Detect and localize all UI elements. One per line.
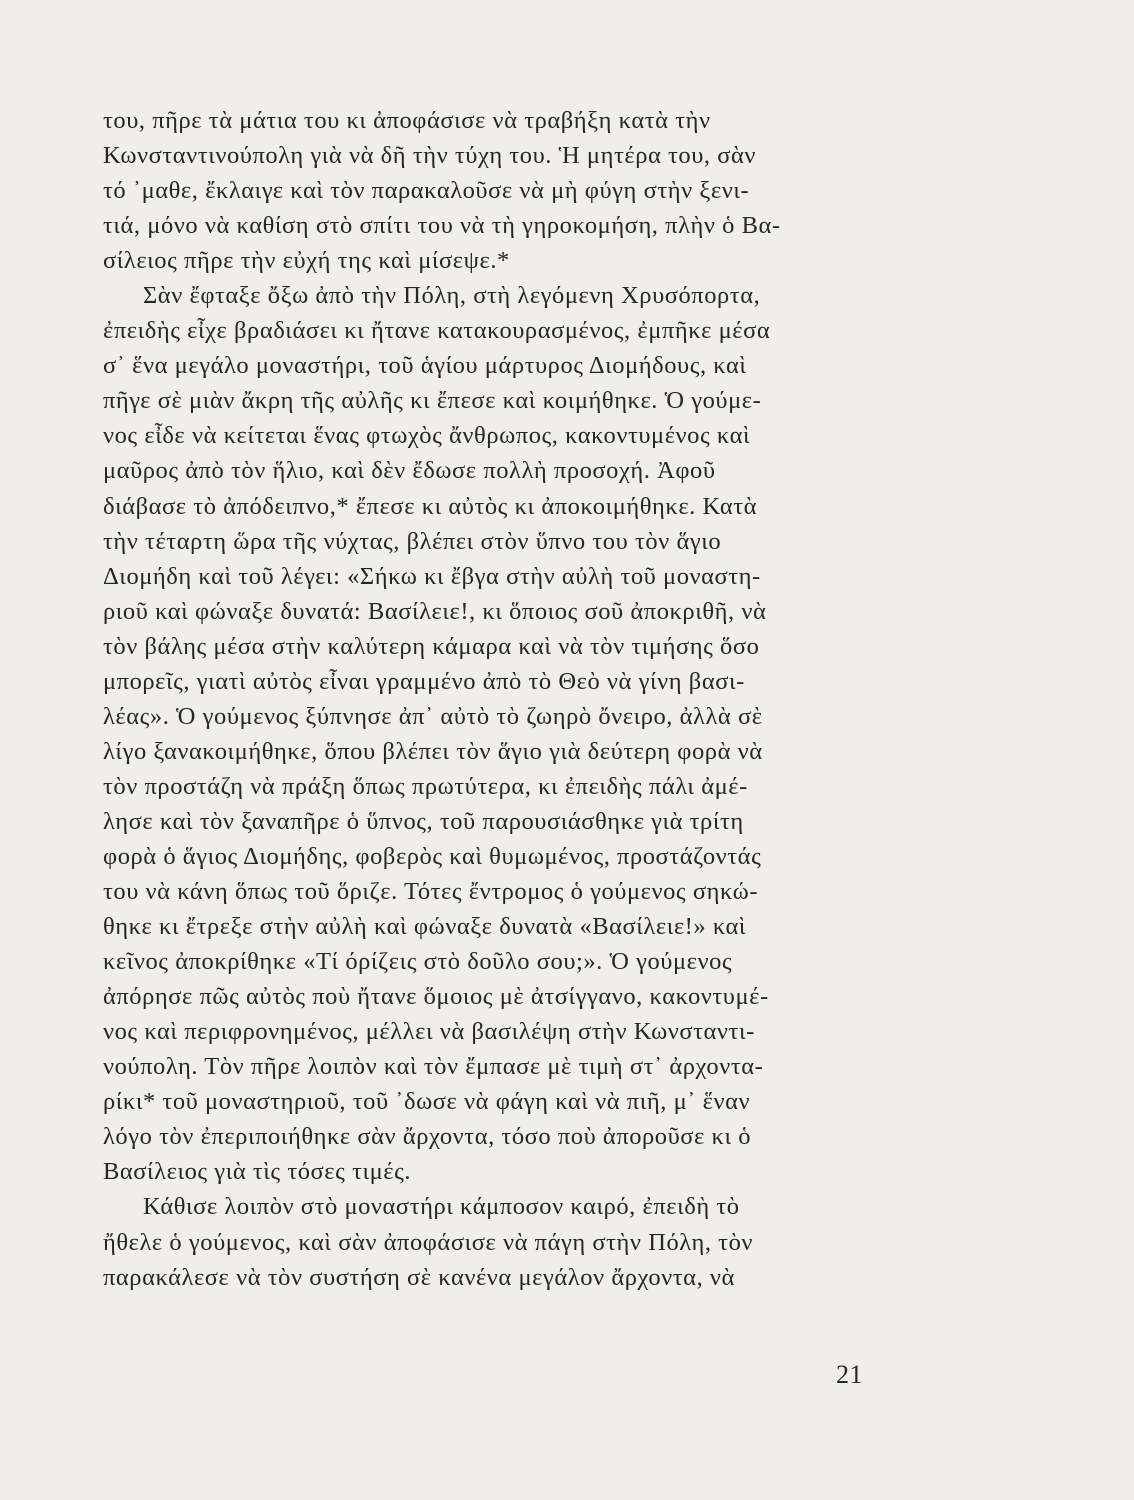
text-line: ρίκι* τοῦ μοναστηριοῦ, τοῦ ᾽δωσε νὰ φάγη καὶ νὰ πιῆ, μ᾽ ἕναν: [103, 1088, 751, 1116]
paragraph-start-line: Κάθισε λοιπὸν στὸ μοναστήρι κάμποσον καιρό, ἐπειδὴ τὸ: [143, 1193, 740, 1221]
text-line: λησε καὶ τὸν ξαναπῆρε ὁ ὕπνος, τοῦ παρουσιάσθηκε γιὰ τρίτη: [103, 807, 744, 835]
text-line: τὸν προστάζη νὰ πράξη ὅπως πρωτύτερα, κι ἐπειδὴς πάλι ἀμέ-: [103, 772, 748, 800]
text-line: σ᾽ ἕνα μεγάλο μοναστήρι, τοῦ ἁγίου μάρτυρος Διομήδους, καὶ: [103, 352, 747, 380]
text-line: πῆγε σὲ μιὰν ἄκρη τῆς αὐλῆς κι ἔπεσε καὶ κοιμήθηκε. Ὁ γούμε-: [103, 387, 762, 415]
body-text: [103, 103, 883, 1295]
text-line: λίγο ξανακοιμήθηκε, ὅπου βλέπει τὸν ἅγιο γιὰ δεύτερη φορὰ νὰ: [103, 737, 763, 765]
text-line: νούπολη. Τὸν πῆρε λοιπὸν καὶ τὸν ἔμπασε μὲ τιμὴ στ᾽ ἀρχοντα-: [103, 1053, 764, 1081]
text-line: διάβασε τὸ ἀπόδειπνο,* ἔπεσε κι αὐτὸς κι ἀποκοιμήθηκε. Κατὰ: [103, 492, 758, 520]
text-line: τό ᾽μαθε, ἔκλαιγε καὶ τὸν παρακαλοῦσε νὰ μὴ φύγη στὴν ξενι-: [103, 177, 750, 205]
paragraph-start-line: Σὰν ἔφταξε ὄξω ἀπὸ τὴν Πόλη, στὴ λεγόμενη Χρυσόπορτα,: [143, 282, 761, 310]
text-line: παρακάλεσε νὰ τὸν συστήση σὲ κανένα μεγάλον ἄρχοντα, νὰ: [103, 1263, 735, 1291]
text-line: σίλειος πῆρε τὴν εὐχή της καὶ μίσεψε.*: [103, 247, 510, 275]
text-line: μπορεῖς, γιατὶ αὐτὸς εἶναι γραμμένο ἀπὸ τὸ Θεὸ νὰ γίνη βασι-: [103, 667, 745, 695]
text-line: ριοῦ καὶ φώναξε δυνατά: Βασίλειε!, κι ὅποιος σοῦ ἀποκριθῆ, νὰ: [103, 597, 767, 625]
text-line: θηκε κι ἔτρεξε στὴν αὐλὴ καὶ φώναξε δυνατὰ «Βασίλειε!» καὶ: [103, 913, 747, 941]
text-line: νος εἶδε νὰ κείτεται ἕνας φτωχὸς ἄνθρωπος, κακοντυμένος καὶ: [103, 422, 751, 450]
text-line: Διομήδη καὶ τοῦ λέγει: «Σήκω κι ἔβγα στὴν αὐλὴ τοῦ μοναστη-: [103, 562, 761, 590]
text-line: του, πῆρε τὰ μάτια του κι ἀποφάσισε νὰ τραβήξη κατὰ τὴν: [103, 107, 711, 134]
text-line: του νὰ κάνη ὅπως τοῦ ὅριζε. Τότες ἔντρομος ὁ γούμενος σηκώ-: [103, 878, 759, 906]
text-line: Κωνσταντινούπολη γιὰ νὰ δῆ τὴν τύχη του. Ἡ μητέρα του, σὰν: [103, 142, 757, 170]
text-line: μαῦρος ἀπὸ τὸν ἥλιο, καὶ δὲν ἔδωσε πολλὴ προσοχή. Ἀφοῦ: [103, 457, 716, 485]
text-line: νος καὶ περιφρονημένος, μέλλει νὰ βασιλέψη στὴν Κωνσταντι-: [103, 1018, 755, 1046]
text-line: κεῖνος ἀποκρίθηκε «Τί όρίζεις στὸ δοῦλο σου;». Ὁ γούμενος: [103, 948, 733, 976]
text-line: φορὰ ὁ ἅγιος Διομήδης, φοβερὸς καὶ θυμωμένος, προστάζοντάς: [103, 842, 762, 870]
text-line: τὸν βάλης μέσα στὴν καλύτερη κάμαρα καὶ νὰ τὸν τιμήσης ὅσο: [103, 632, 760, 660]
text-line: λόγο τὸν ἐπεριποιήθηκε σὰν ἄρχοντα, τόσο ποὺ ἀποροῦσε κι ὁ: [103, 1123, 752, 1151]
text-line: τιά, μόνο νὰ καθίση στὸ σπίτι του νὰ τὴ γηροκομήση, πλὴν ὁ Βα-: [103, 212, 781, 240]
page-number: 21: [836, 1360, 863, 1389]
text-line: Βασίλειος γιὰ τὶς τόσες τιμές.: [103, 1158, 412, 1186]
text-line: ἀπόρησε πῶς αὐτὸς ποὺ ἤτανε ὅμοιος μὲ ἀτσίγγανο, κακοντυμέ-: [103, 983, 769, 1011]
text-line: τὴν τέταρτη ὥρα τῆς νύχτας, βλέπει στὸν ὕπνο του τὸν ἅγιο: [103, 527, 722, 555]
text-line: ἤθελε ὁ γούμενος, καὶ σὰν ἀποφάσισε νὰ πάγη στὴν Πόλη, τὸν: [103, 1228, 754, 1256]
text-line: ἐπειδὴς εἶχε βραδιάσει κι ἤτανε κατακουρασμένος, ἐμπῆκε μέσα: [103, 317, 771, 345]
text-line: λέας». Ὁ γούμενος ξύπνησε ἀπ᾽ αὐτὸ τὸ ζωηρὸ ὄνειρο, ἀλλὰ σὲ: [103, 702, 763, 730]
